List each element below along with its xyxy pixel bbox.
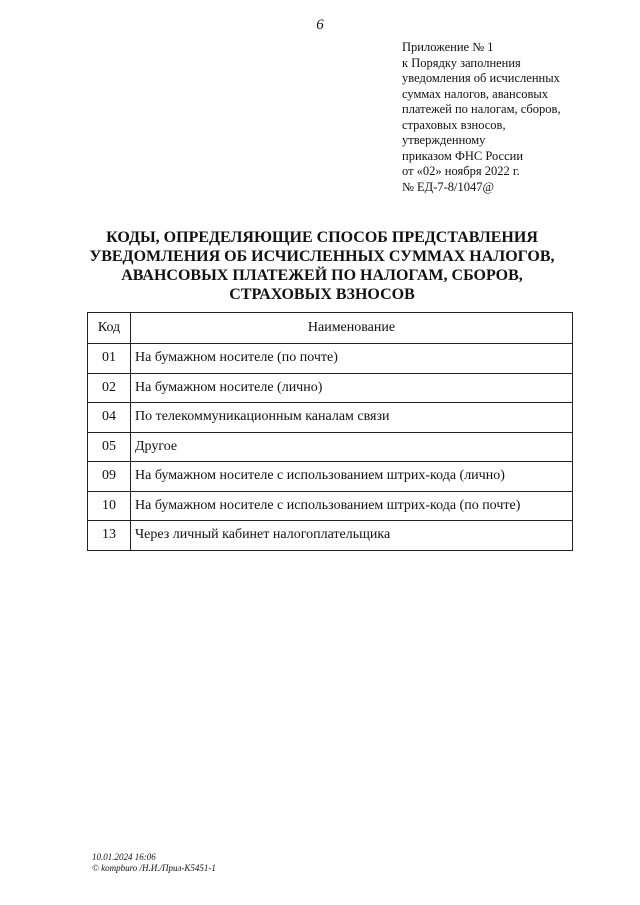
table-row bbox=[88, 491, 573, 521]
cell-name: Через личный кабинет налогоплательщика bbox=[131, 521, 573, 551]
appendix-line: утвержденному bbox=[402, 133, 486, 147]
appendix-line: к Порядку заполнения bbox=[402, 55, 521, 70]
appendix-line: № ЕД-7-8/1047@ bbox=[402, 179, 495, 194]
appendix-line: суммах налогов, авансовых bbox=[402, 86, 549, 101]
cell-name: На бумажном носителе с использованием штрих-кода (лично) bbox=[131, 462, 573, 492]
table-row bbox=[88, 521, 573, 551]
cell-code: 04 bbox=[88, 403, 131, 433]
table-row bbox=[88, 373, 573, 403]
codes-table bbox=[87, 312, 573, 551]
title-line: АВАНСОВЫХ ПЛАТЕЖЕЙ ПО НАЛОГАМ, СБОРОВ, bbox=[121, 267, 523, 284]
page-number: 6 bbox=[316, 17, 324, 33]
table-row bbox=[88, 403, 573, 433]
appendix-block bbox=[402, 40, 622, 195]
footer-timestamp: 10.01.2024 16:06 bbox=[92, 852, 156, 862]
footer-document-ref: © kompburo /Н.И./Прил-К5451-1 bbox=[92, 863, 216, 873]
table-row bbox=[88, 344, 573, 374]
header-name: Наименование bbox=[131, 313, 573, 344]
cell-code: 01 bbox=[88, 344, 131, 374]
title-line: СТРАХОВЫХ ВЗНОСОВ bbox=[229, 286, 415, 303]
appendix-line: платежей по налогам, сборов, bbox=[402, 102, 561, 116]
cell-code: 02 bbox=[88, 373, 131, 403]
cell-code: 05 bbox=[88, 432, 131, 462]
cell-code: 13 bbox=[88, 521, 131, 551]
appendix-line: Приложение № 1 bbox=[402, 40, 494, 54]
cell-name: По телекоммуникационным каналам связи bbox=[131, 403, 573, 433]
header-code: Код bbox=[88, 313, 131, 344]
appendix-line: приказом ФНС России bbox=[402, 148, 524, 163]
cell-code: 10 bbox=[88, 491, 131, 521]
table-row bbox=[88, 462, 573, 492]
document-title bbox=[80, 228, 564, 304]
cell-name: Другое bbox=[131, 432, 573, 462]
title-line: УВЕДОМЛЕНИЯ ОБ ИСЧИСЛЕННЫХ СУММАХ НАЛОГОВ, bbox=[89, 248, 555, 265]
appendix-line: от «02» ноября 2022 г. bbox=[402, 164, 520, 178]
cell-name: На бумажном носителе (лично) bbox=[131, 373, 573, 403]
appendix-line: уведомления об исчисленных bbox=[402, 71, 560, 85]
title-line: КОДЫ, ОПРЕДЕЛЯЮЩИЕ СПОСОБ ПРЕДСТАВЛЕНИЯ bbox=[106, 229, 538, 246]
print-footer bbox=[92, 852, 216, 874]
cell-name: На бумажном носителе (по почте) bbox=[131, 344, 573, 374]
appendix-line: страховых взносов, bbox=[402, 117, 506, 132]
table-header-row bbox=[88, 313, 573, 344]
cell-name: На бумажном носителе с использованием штрих-кода (по почте) bbox=[131, 491, 573, 521]
table-row bbox=[88, 432, 573, 462]
cell-code: 09 bbox=[88, 462, 131, 492]
